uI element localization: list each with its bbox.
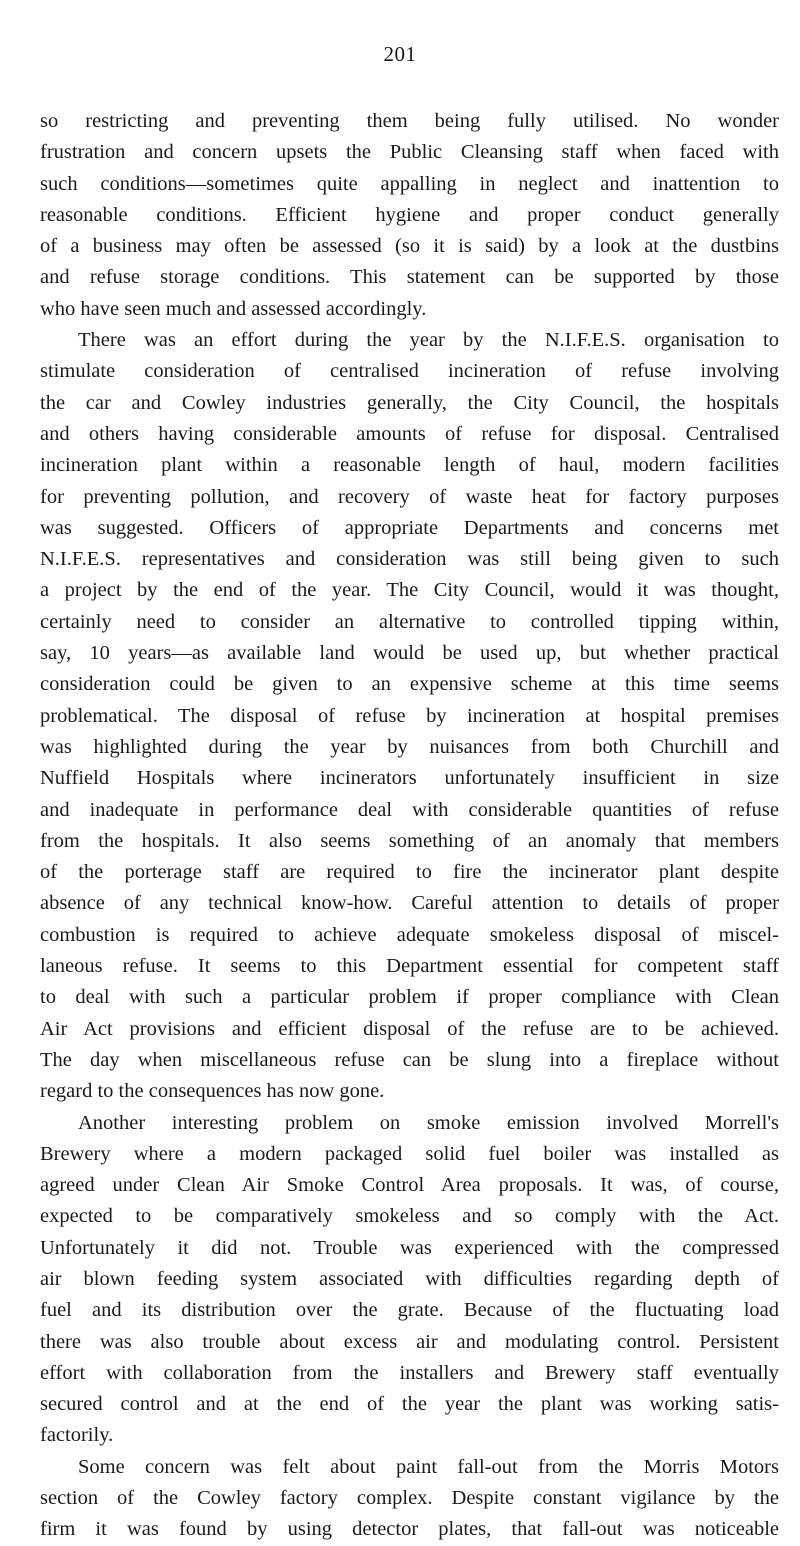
text-line: absence of any technical know-how. Careful attention to details of proper: [40, 892, 779, 915]
text-line: who have seen much and assessed accordingly.: [40, 297, 427, 320]
text-line: frustration and concern upsets the Public Cleansing staff when faced with: [40, 141, 779, 164]
text-line: and inadequate in performance deal with considerable quantities of refuse: [40, 798, 779, 821]
text-line: so restricting and preventing them being fully utilised. No wonder: [40, 110, 779, 132]
text-line: reasonable conditions. Efficient hygiene and proper conduct generally: [40, 203, 779, 226]
text-line: problematical. The disposal of refuse by incineration at hospital premises: [40, 704, 779, 727]
text-line: was suggested. Officers of appropriate Departments and concerns met: [40, 516, 779, 539]
text-line: The day when miscellaneous refuse can be slung into a fireplace without: [40, 1048, 779, 1071]
text-line: the car and Cowley industries generally, the City Council, the hospitals: [40, 391, 779, 414]
text-line: agreed under Clean Air Smoke Control Area proposals. It was, of course,: [40, 1174, 779, 1197]
body-text: [40, 106, 779, 1546]
text-line: and refuse storage conditions. This statement can be supported by those: [40, 266, 779, 289]
text-line: and others having considerable amounts of refuse for disposal. Centralised: [40, 422, 779, 445]
text-line: incineration plant within a reasonable length of haul, modern facilities: [40, 454, 779, 477]
text-line: say, 10 years—as available land would be used up, but whether practical: [40, 642, 779, 665]
paragraph: [40, 325, 779, 1107]
text-line: Another interesting problem on smoke emission involved Morrell's: [78, 1111, 779, 1134]
text-line: Nuffield Hospitals where incinerators unfortunately insufficient in size: [40, 767, 779, 790]
text-line: expected to be comparatively smokeless and so comply with the Act.: [40, 1205, 779, 1228]
text-line: of the porterage staff are required to fire the incinerator plant despite: [40, 861, 779, 884]
text-line: firm it was found by using detector plates, that fall-out was noticeable: [40, 1518, 779, 1541]
text-line: combustion is required to achieve adequate smokeless disposal of miscel-: [40, 923, 779, 946]
text-line: was highlighted during the year by nuisances from both Churchill and: [40, 735, 779, 758]
text-line: consideration could be given to an expensive scheme at this time seems: [40, 673, 779, 696]
text-line: factorily.: [40, 1424, 114, 1447]
text-line: for preventing pollution, and recovery of waste heat for factory purposes: [40, 485, 779, 508]
text-line: such conditions—sometimes quite appalling in neglect and inattention to: [40, 172, 779, 195]
text-line: stimulate consideration of centralised incineration of refuse involving: [40, 360, 779, 383]
text-line: Air Act provisions and efficient disposal of the refuse are to be achieved.: [40, 1017, 779, 1040]
text-line: Some concern was felt about paint fall-out from the Morris Motors: [78, 1455, 779, 1478]
text-line: effort with collaboration from the installers and Brewery staff eventually: [40, 1361, 779, 1384]
text-line: certainly need to consider an alternative to controlled tipping within,: [40, 610, 779, 633]
text-line: section of the Cowley factory complex. Despite constant vigilance by the: [40, 1487, 779, 1510]
text-line: of a business may often be assessed (so it is said) by a look at the dustbins: [40, 235, 779, 258]
text-line: regard to the consequences has now gone.: [40, 1080, 385, 1103]
paragraph: [40, 106, 779, 325]
text-line: to deal with such a particular problem if proper compliance with Clean: [40, 986, 779, 1009]
text-line: Brewery where a modern packaged solid fuel boiler was installed as: [40, 1142, 779, 1165]
text-line: There was an effort during the year by the N.I.F.E.S. organisation to: [78, 329, 779, 352]
text-line: secured control and at the end of the year the plant was working satis-: [40, 1393, 779, 1416]
paragraph: [40, 1108, 779, 1452]
text-line: air blown feeding system associated with difficulties regarding depth of: [40, 1267, 779, 1290]
text-line: fuel and its distribution over the grate. Because of the fluctuating load: [40, 1299, 779, 1322]
paragraph: [40, 1452, 779, 1546]
text-line: Unfortunately it did not. Trouble was experienced with the compressed: [40, 1236, 779, 1259]
text-line: there was also trouble about excess air and modulating control. Persistent: [40, 1330, 779, 1353]
page-number: 201: [383, 42, 417, 66]
text-line: from the hospitals. It also seems something of an anomaly that members: [40, 829, 779, 852]
text-line: a project by the end of the year. The City Council, would it was thought,: [40, 579, 779, 602]
text-line: N.I.F.E.S. representatives and consideration was still being given to such: [40, 548, 779, 571]
text-line: laneous refuse. It seems to this Department essential for competent staff: [40, 955, 779, 978]
